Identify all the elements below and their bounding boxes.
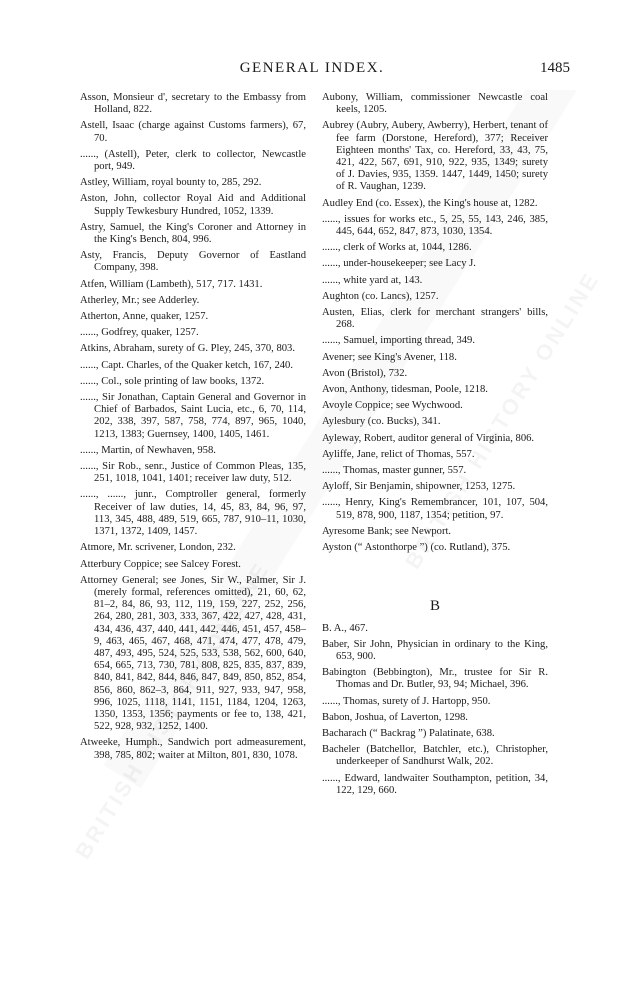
index-entry: Ayleway, Robert, auditor general of Virginia, 806.: [322, 432, 535, 444]
index-entry: Asson, Monsieur d', secretary to the Embassy from Holland, 822.: [80, 92, 306, 116]
index-entry: ......, Col., sole printing of law books, 1372.: [80, 375, 265, 387]
index-entry: Atmore, Mr. scrivener, London, 232.: [80, 542, 236, 554]
index-entry: Aughton (co. Lancs), 1257.: [322, 290, 439, 302]
index-entry: Babington (Bebbington), Mr., trustee for Sir R. Thomas and Dr. Butler, 93, 94; Michael, 396.: [322, 667, 548, 691]
index-entry: ......, Thomas, surety of J. Hartopp, 950.: [322, 695, 491, 707]
index-entry: Aston, John, collector Royal Aid and Additional Supply Tewkesbury Hundred, 1052, 1339.: [80, 193, 306, 217]
section-letter-heading: B: [429, 598, 440, 615]
index-entry: ......, clerk of Works at, 1044, 1286.: [322, 242, 472, 254]
left-column: [80, 92, 306, 766]
index-entry: ......, issues for works etc., 5, 25, 55, 143, 246, 385, 445, 644, 652, 847, 873, 1030, 1354.: [322, 213, 548, 238]
index-entry: Bacheler (Batchellor, Batchler, etc.), Christopher, underkeeper of Sandhurst Walk, 202.: [322, 744, 548, 768]
index-entry: Atherley, Mr.; see Adderley.: [80, 294, 200, 306]
index-entry: Austen, Elias, clerk for merchant strangers' bills, 268.: [322, 307, 548, 331]
index-entry: Bacharach (“ Backrag ”) Palatinate, 638.: [322, 727, 495, 739]
index-entry: B. A., 467.: [322, 622, 368, 634]
right-column: [322, 92, 548, 801]
index-entry: Baber, Sir John, Physician in ordinary to the King, 653, 900.: [322, 638, 548, 662]
index-entry: ......, ......, junr., Comptroller general, formerly Receiver of law duties, 14, 45, 83, 84, 96, 97, 113, 345, 488, 489, 519, 665, 787, 910–11, 1030, 1371, 1372, 1409, 1457.: [80, 489, 306, 538]
index-entry: Avener; see King's Avener, 118.: [322, 351, 457, 363]
index-entry: ......, Capt. Charles, of the Quaker ketch, 167, 240.: [80, 359, 294, 371]
index-entry: Avoyle Coppice; see Wychwood.: [322, 400, 463, 412]
index-entry: Atfen, William (Lambeth), 517, 717. 1431.: [80, 278, 263, 290]
index-entry: Astry, Samuel, the King's Coroner and Attorney in the King's Bench, 804, 996.: [80, 221, 306, 246]
page-number: 1485: [540, 60, 570, 76]
index-entry: Atherton, Anne, quaker, 1257.: [80, 311, 209, 323]
index-entry: ......, Godfrey, quaker, 1257.: [80, 327, 199, 339]
index-entry: Astley, William, royal bounty to, 285, 292.: [80, 177, 262, 189]
index-entry: ......, Henry, King's Remembrancer, 101, 107, 504, 519, 878, 900, 1187, 1354; petition, 97.: [322, 497, 548, 521]
index-entry: Avon, Anthony, tidesman, Poole, 1218.: [322, 384, 488, 396]
index-entry: Ayliffe, Jane, relict of Thomas, 557.: [322, 448, 475, 460]
index-entry: Audley End (co. Essex), the King's house at, 1282.: [322, 197, 538, 209]
index-entry: Asty, Francis, Deputy Governor of Eastland Company, 398.: [80, 250, 306, 274]
index-entry: Astell, Isaac (charge against Customs farmers), 67, 70.: [80, 120, 306, 144]
index-entry: ......, Sir Jonathan, Captain General and Governor in Chief of Barbados, Saint Lucia, etc., 6, 70, 114, 202, 338, 397, 587, 758, 774, 897, 965, 1040, 1213, 1383; Guernsey, 1400, 1405, 1461.: [80, 392, 306, 440]
index-entry: ......, Martin, of Newhaven, 958.: [80, 444, 216, 456]
index-entry: Aubony, William, commissioner Newcastle coal keels, 1205.: [322, 92, 548, 116]
index-entry: ......, under-housekeeper; see Lacy J.: [322, 258, 476, 270]
index-entry: Atweeke, Humph., Sandwich port admeasurement, 398, 785, 802; waiter at Milton, 801, 830, 1078.: [80, 737, 306, 761]
index-entry: Aylesbury (co. Bucks), 341.: [322, 416, 441, 428]
index-entry: Babon, Joshua, of Laverton, 1298.: [322, 711, 468, 723]
running-title: GENERAL INDEX.: [239, 60, 385, 76]
index-entry: ......, (Astell), Peter, clerk to collector, Newcastle port, 949.: [80, 148, 306, 173]
index-entry: ......, white yard at, 143.: [322, 274, 423, 286]
index-entry: Atterbury Coppice; see Salcey Forest.: [80, 558, 241, 570]
index-entry: Ayresome Bank; see Newport.: [322, 525, 452, 537]
index-entry: Atkins, Abraham, surety of G. Pley, 245, 370, 803.: [80, 343, 295, 355]
index-entry: ......, Samuel, importing thread, 349.: [322, 335, 475, 347]
index-entry: Avon (Bristol), 732.: [322, 367, 408, 379]
index-entry: Attorney General; see Jones, Sir W., Palmer, Sir J. (merely formal, references omitted), 21, 60, 62, 81–2, 84, 86, 93, 112, 119, 159, 227, 252, 256, 264, 280, 281, 303, 333, 367, 422, 427, 428, 431, 434, 436, 437, 440, 441, 442, 446, 451, 457, 458–9, 463, 465, 467, 468, 471, 474, 477, 478, 479, 487, 493, 495, 524, 525, 533, 538, 562, 600, 640, 654, 665, 713, 730, 781, 808, 825, 835, 837, 839, 840, 841, 842, 844, 846, 847, 849, 850, 852, 854, 856, 860, 862–3, 864, 911, 927, 933, 947, 958, 996, 1025, 1118, 1141, 1151, 1184, 1204, 1263, 1350, 1353, 1356; payments or fee to, 138, 421, 522, 928, 932, 1252, 1400.: [80, 574, 306, 733]
index-entry: Ayston (“ Astonthorpe ”) (co. Rutland), 375.: [322, 542, 511, 554]
index-entry: ......, Edward, landwaiter Southampton, petition, 34, 122, 129, 660.: [322, 772, 548, 796]
index-entry: ......, Sir Rob., senr., Justice of Common Pleas, 135, 251, 1018, 1041, 1401; receiver law duty, 512.: [80, 461, 306, 485]
index-entry: Ayloff, Sir Benjamin, shipowner, 1253, 1275.: [322, 481, 516, 493]
index-entry: ......, Thomas, master gunner, 557.: [322, 465, 467, 477]
index-entry: Aubrey (Aubry, Aubery, Awberry), Herbert, tenant of fee farm (Dorstone, Hereford), 377; Receiver Eighteen months' Tax, co. Hereford, 33, 43, 75, 421, 422, 567, 691, 910, 922, 935, 1349; surety of J. Davies, 935, 1359. 1447, 1449, 1450; surety of R. Vaughan, 1239.: [322, 120, 548, 193]
